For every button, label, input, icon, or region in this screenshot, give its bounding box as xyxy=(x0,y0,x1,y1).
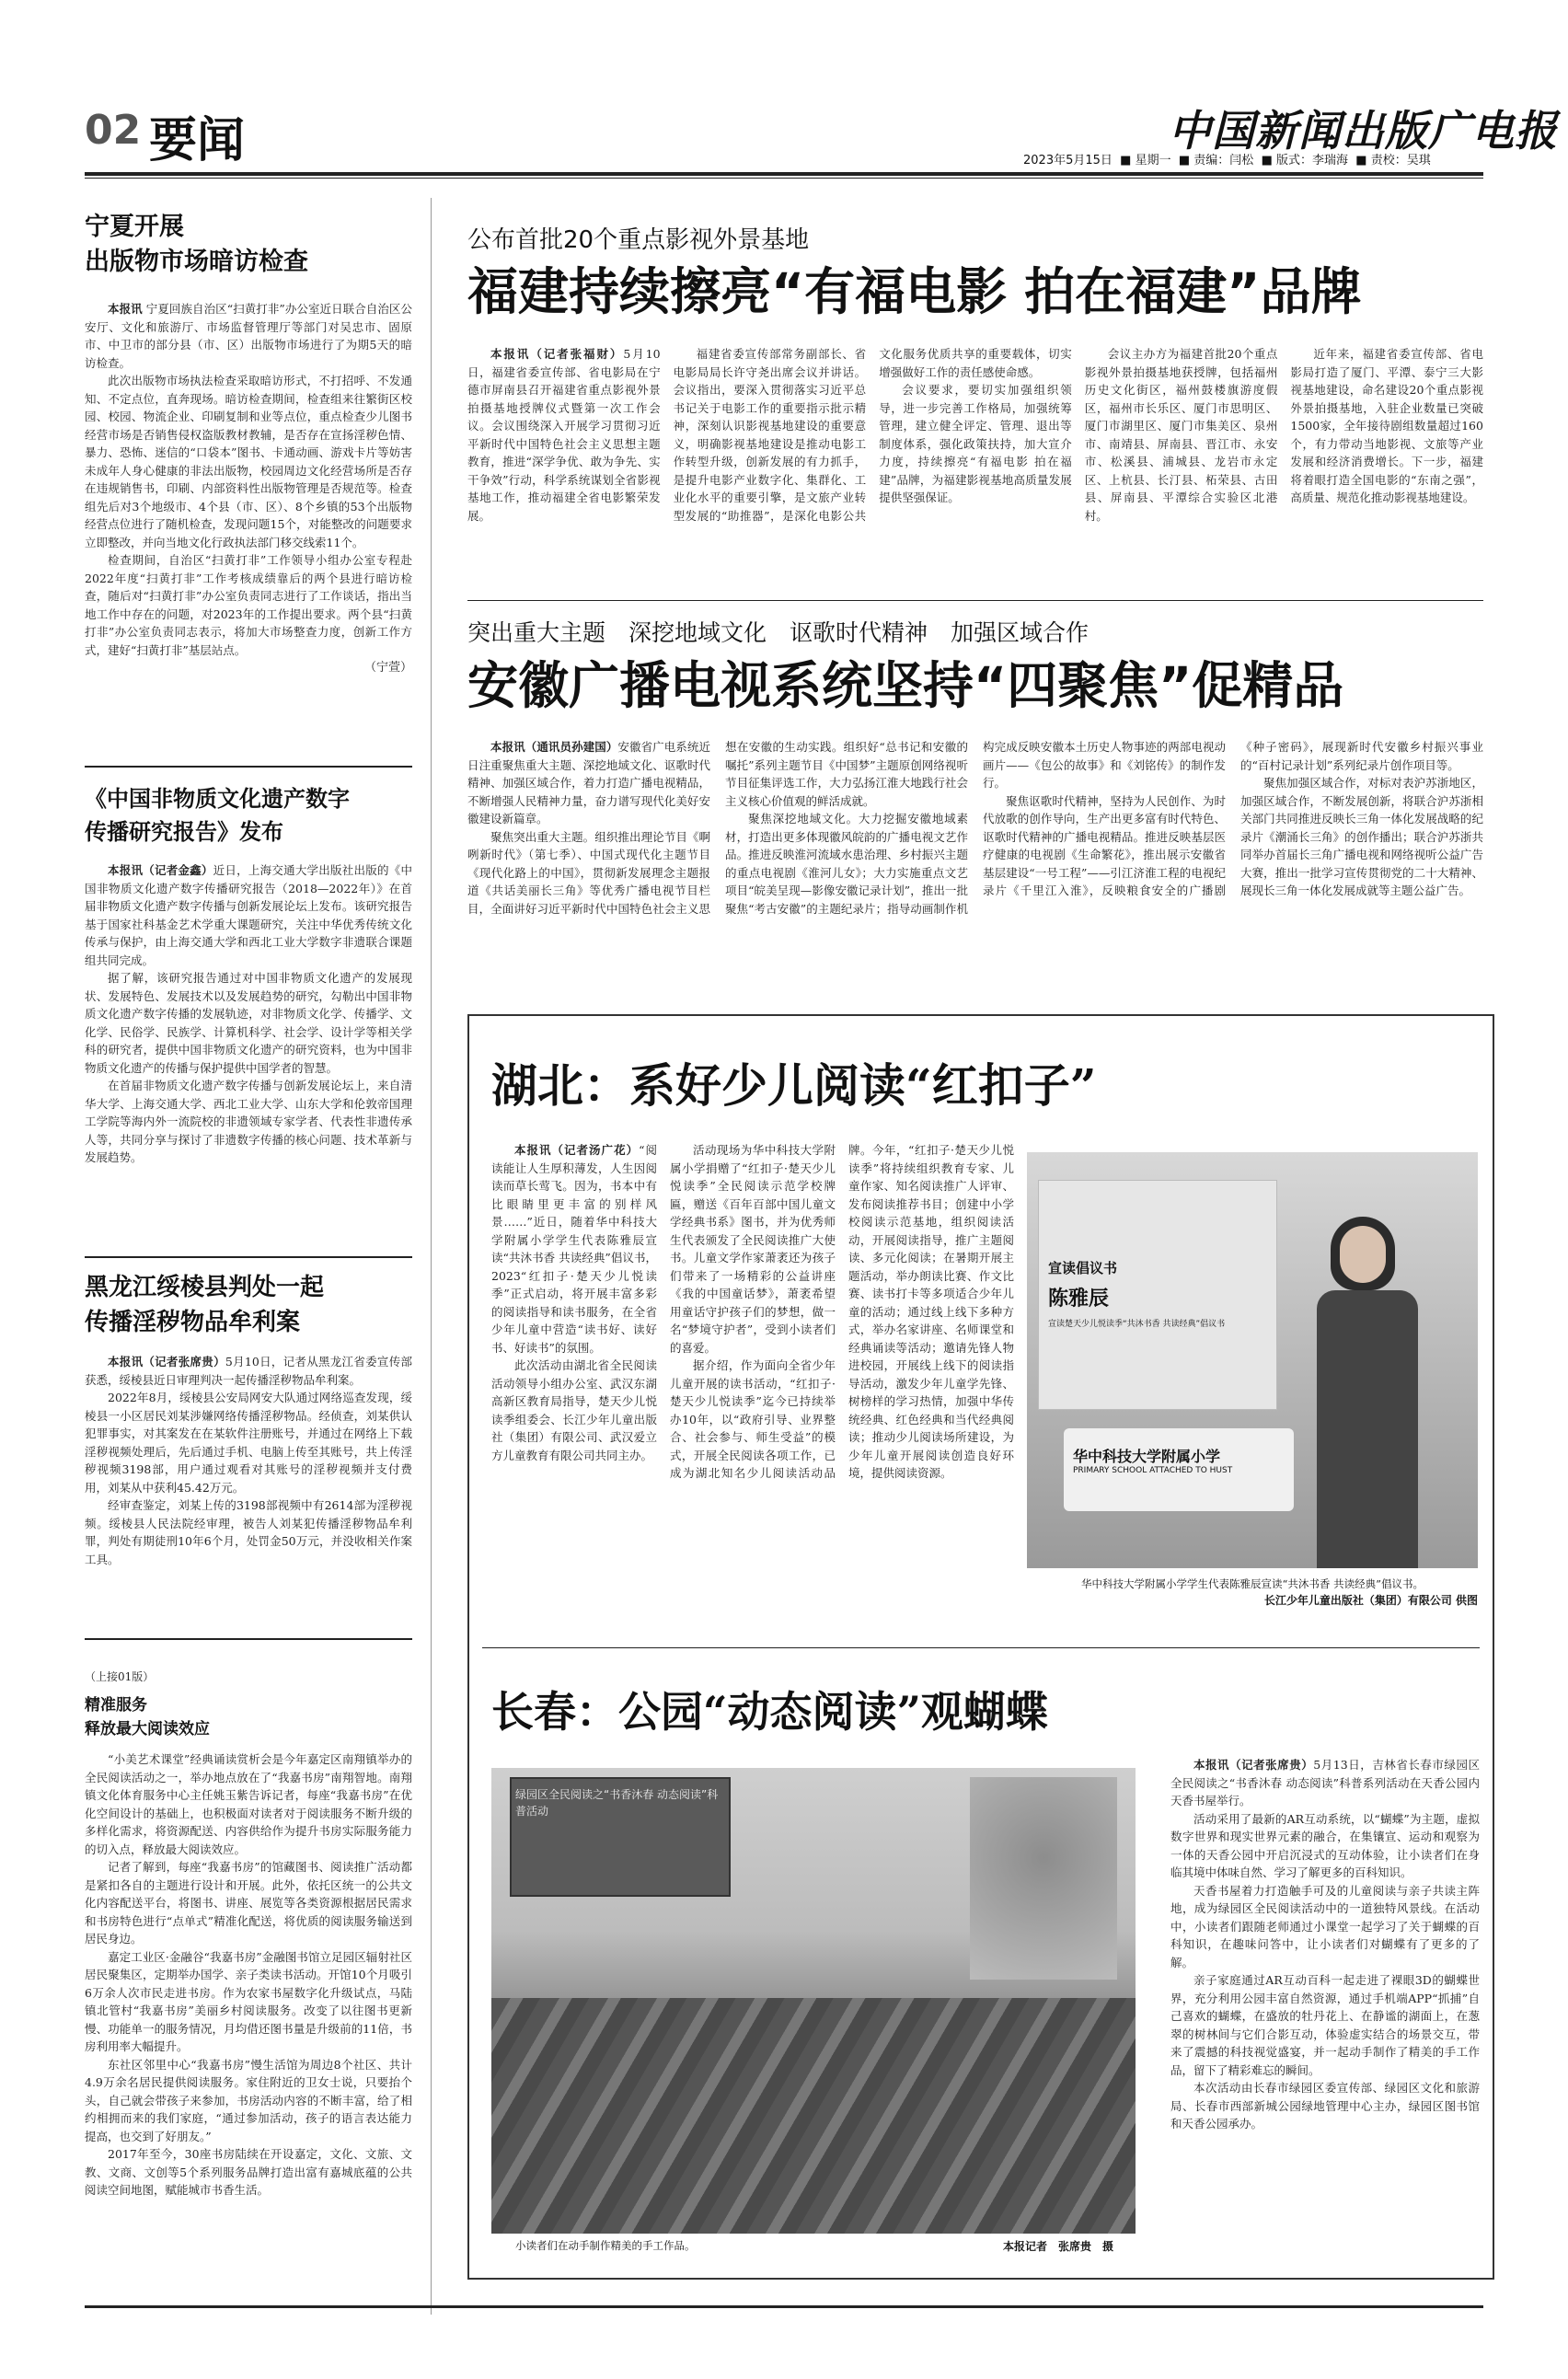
article-ningxia xyxy=(85,210,412,677)
headline: 长春：公园“动态阅读”观蝴蝶 xyxy=(491,1687,1048,1737)
editor: 责编：闫松 xyxy=(1193,154,1254,167)
weekday: 星期一 xyxy=(1135,154,1171,167)
divider xyxy=(85,1256,412,1258)
masthead: 中国新闻出版广电报 xyxy=(1169,106,1558,156)
article-body: 本报讯（记者张席贵）5月10日，记者从黑龙江省委宣传部获悉，绥棱县近日审理判决一起传播淫秽物品牟利案。 2022年8月，绥棱县公安局网安大队通过网络巡查发现，绥棱县一小区居民刘某涉嫌网络传播淫秽物品。经侦查，刘某供认犯罪事实，对其案发在在某软件注册账号，并通过在网络上下载淫秽视频处理后，先后通过手机、电脑上传至其账号，共上传淫秽视频3198部，用户通过观看对其账号的淫秽视频并支付费用，刘某从中获利45.42万元。 经审查鉴定，刘某上传的3198部视频中有2614部为淫秽视频。绥棱县人民法院经审理，被告人刘某犯传播淫秽物品牟利罪，判处有期徒刑10年6个月，处罚金50万元，并没收相关作案工具。 xyxy=(85,1355,412,1566)
article-hubei xyxy=(491,1057,1476,1115)
headline: 湖北：系好少儿阅读“红扣子” xyxy=(491,1058,1097,1113)
column-divider xyxy=(431,198,432,2315)
article-body: 本报讯（记者张福财）5月10日，福建省委宣传部、省电影局在宁德市屏南县召开福建省重点影视外景拍摄基地授牌仪式暨第一次工作会议。会议围绕深入开展学习贯彻习近平新时代中国特色社会主义思想主题教育，推进“深学争优、敢为争先、实干争效”行动，科学系统谋划全省影视基地工作，推动福建全省电影繁荣发展。 福建省委宣传部常务副部长、省电影局局长许守尧出席会议并讲话。会议指出，要深入贯彻落实习近平总书记关于电影工作的重要指示批示精神，深刻认识影视基地建设的重要意义，明确影视基地建设是推动电影工作转型升级，创新发展的有力抓手，是提升电影产业数字化、集群化、工业化水平的重要引擎，是文旅产业转型发展的“助推器”，是深化电影公共文化服务优质共享的重要载体，切实增强做好工作的责任感使命感。 会议要求，要切实加强组织领导，进一步完善工作格局，加强统筹管理，建立健全评定、管理、退出等制度体系，强化政策扶持，加大宣介力度，持续擦亮“有福电影 拍在福建”品牌，为福建影视基地高质量发展提供坚强保证。 会议主办方为福建首批20个重点影视外景拍摄基地获授牌，包括福州历史文化街区，福州鼓楼旗游度假区，福州市长乐区、厦门市思明区、厦门市湖里区、厦门市集美区、泉州市、南靖县、屏南县、晋江市、永安市、松溪县、浦城县、龙岩市永定区、上杭县、长汀县、柘荣县、古田县、屏南县、平潭综合实验区北港村。 近年来，福建省委宣传部、省电影局打造了厦门、平潭、泰宁三大影视基地建设，命名建设20个重点影视外景拍摄基地，入驻企业数量已突破1500家，全年接待剧组数量超过160个，有力带动当地影视、文旅等产业发展和经济消费增长。下一步，福建将着眼打造全国电影的“东南之强”，高质量、规范化推动影视基地建设。 xyxy=(467,347,1483,523)
article-heritage xyxy=(85,782,412,1167)
kicker: 公布首批20个重点影视外景基地 xyxy=(467,226,810,254)
subhead: 精准服务 释放最大阅读效应 xyxy=(85,1696,210,1738)
header-rule xyxy=(85,172,1483,176)
designer: 版式：李瑞海 xyxy=(1276,154,1349,167)
article-continued xyxy=(85,1668,412,2200)
podium: 华中科技大学附属小学 PRIMARY SCHOOL ATTACHED TO HUST xyxy=(1064,1428,1294,1511)
headline: 宁夏开展 出版物市场暗访检查 xyxy=(85,213,308,276)
article-changchun xyxy=(491,1684,1191,1739)
article-hubei-body: 本报讯（记者汤广花）“阅读能让人生厚积薄发，人生因阅读而草长莺飞。因为，书本中有比眼睛里更丰富的别样风景……”近日，随着华中科技大学附属小学学生代表陈雅辰宣读“共沐书香 共读经典”倡议书，2023“红扣子·楚天少儿悦读季”正式启动，将开展丰富多彩的阅读指导和读书服务，在全省少年儿童中营造“读书好、读好书、好读书”的氛围。 此次活动由湖北省全民阅读活动领导小组办公室、武汉东湖高新区教育局指导，楚天少儿悦读季组委会、长江少年儿童出版社（集团）有限公司、武汉爱立方儿童教育有限公司共同主办。 活动现场为华中科技大学附属小学捐赠了“红扣子·楚天少儿悦读季”全民阅读示范学校牌匾，赠送《百年百部中国儿童文学经典书系》图书，并为优秀师生代表颁发了全民阅读推广大使书。儿童文学作家萧袤还为孩子们带来了一场精彩的公益讲座《我的中国童话梦》，萧袤希望用童话守护孩子们的梦想，做一名“梦境守护者”，受到小读者们的喜爱。 据介绍，作为面向全省少年儿童开展的读书活动，“红扣子·楚天少儿悦读季”迄今已持续举办10年，以“政府引导、业界整合、社会参与、师生受益”的模式，开展全民阅读各项工作，已成为湖北知名少儿阅读活动品牌。今年，“红扣子·楚天少儿悦读季”将持续组织教育专家、儿童作家、知名阅读推广人评审、发布阅读推荐书目；创建中小学校阅读示范基地，组织阅读活动，开展阅读指导，推广主题阅读、多元化阅读；在暑期开展主题活动，举办朗读比赛、作文比赛、读书打卡等多项适合少年儿童的活动；通过线上线下多种方式，举办名家讲座、名师课堂和经典诵读等活动；邀请先锋人物进校园，开展线上线下的阅读指导活动，激发少年儿童学先锋、树榜样的学习热情，加强中华传统经典、红色经典和当代经典阅读；推动少儿阅读场所建设，为少年儿童开展阅读创造良好环境，提供阅读资源。 xyxy=(491,1143,1014,1480)
photo-credit: 长江少年儿童出版社（集团）有限公司 供图 xyxy=(1263,1594,1478,1607)
girl-face xyxy=(1340,1226,1386,1283)
headline: 《中国非物质文化遗产数字 传播研究报告》发布 xyxy=(85,786,350,845)
section-title: 要闻 xyxy=(149,113,246,168)
stage-board: 宣读倡议书 陈雅辰 宣读楚天少儿悦读季“共沐书香 共读经典”倡议书 xyxy=(1038,1180,1277,1410)
divider xyxy=(467,600,1483,601)
checker: 责校：吴琪 xyxy=(1370,154,1431,167)
article-anhui xyxy=(467,615,1483,974)
divider xyxy=(85,1638,412,1640)
article-fujian xyxy=(467,221,1483,562)
footer-rule xyxy=(85,2305,1483,2308)
continued-note: （上接01版） xyxy=(85,1670,155,1683)
photo-girl-reading xyxy=(1027,1152,1478,1568)
headline: 福建持续擦亮“有福电影 拍在福建”品牌 xyxy=(467,262,1362,321)
article-body: “小美艺术课堂”经典诵读赏析会是今年嘉定区南翔镇举办的全民阅读活动之一，举办地点放在了“我嘉书房”南翔智地。南翔镇文化体育服务中心主任姚玉紫告诉记者，每座“我嘉书房”在优化空间设计的基础上，也积极面对读者对于阅读服务不断升级的多样化需求，将资源配送、内容供给作为提升书房实际服务能力的切入点，释放最大阅读效应。 记者了解到，每座“我嘉书房”的馆藏图书、阅读推广活动都是紧扣各自的主题进行设计和开展。此外，依托区统一的公共文化内容配送平台，将图书、讲座、展览等各类资源根据居民需求和书房特色进行“点单式”精准化配送，将优质的阅读服务输送到居民身边。 嘉定工业区·金融谷“我嘉书房”金融图书馆立足园区辐射社区居民聚集区，定期举办国学、亲子类读书活动。开馆10个月吸引6万余人次市民走进书房。作为农家书屋数字化升级试点，马陆镇北管村“我嘉书房”美丽乡村阅读服务。改变了以往图书更新慢、功能单一的服务情况，月均借还图书量是升级前的11倍，书房利用率大幅提升。 东社区邻里中心“我嘉书房”慢生活馆为周边8个社区、共计4.9万余名居民提供阅读服务。家住附近的卫女士说，只要抬个头，自己就会带孩子来参加，书房活动内容的不断丰富，给了相约相拥而来的我们家庭，“通过参加活动，孩子的语言表达能力提高，也交到了好朋友。” 2017年至今，30座书房陆续在开设嘉定，文化、文旅、文教、文商、文创等5个系列服务品牌打造出富有嘉城底蕴的公共阅读空间地图，赋能城市书香生活。 xyxy=(85,1752,412,2197)
headline: 安徽广播电视系统坚持“四聚焦”促精品 xyxy=(467,656,1344,715)
photo-credit: 本报记者 张席贵 摄 xyxy=(1003,2240,1114,2253)
page-number: 02 xyxy=(85,107,142,154)
header-info: 2023年5月15日 ■ 星期一 ■ 责编：闫松 ■ 版式：李瑞海 ■ 责校：吴琪 xyxy=(1023,154,1431,167)
article-body: 本报讯（记者金鑫）近日，上海交通大学出版社出版的《中国非物质文化遗产数字传播研究报告（2018—2022年）》在首届非物质文化遗产数字传播与创新发展论坛上发布。该研究报告基于国家社科基金艺术学重大课题研究，关注中华优秀传统文化传承与保护，由上海交通大学和西北工业大学数字非遗联合课题组共同完成。 据了解，该研究报告通过对中国非物质文化遗产的发展现状、发展特色、发展技术以及发展趋势的研究，勾勒出中国非物质文化遗产数字传播的发展轨迹，对非物质文化学、传播学、文化学、民俗学、民族学、计算机科学、社会学、设计学等相关学科的研究者，提供中国非物质文化遗产的研究资料，也为中国非物质文化遗产的传播与保护提供中国学者的智慧。 在首届非物质文化遗产数字传播与创新发展论坛上，来自清华大学、上海交通大学、西北工业大学、山东大学和伦敦帝国理工学院等海内外一流院校的非遗领域专家学者、代表性非遗传承人等，共同分享与探讨了非遗数字传播的核心问题、技术革新与发展趋势。 xyxy=(85,863,412,1164)
photo-caption: 华中科技大学附属小学学生代表陈雅辰宣读“共沐书香 共读经典”倡议书。 xyxy=(1081,1577,1424,1590)
kicker: 突出重大主题 深挖地域文化 讴歌时代精神 加强区域合作 xyxy=(467,619,1090,646)
article-heilongjiang xyxy=(85,1270,412,1568)
article-changchun-body: 本报讯（记者张席贵）5月13日，吉林省长春市绿园区全民阅读之“书香沐春 动态阅读”科普系列活动在天香公园内天香书屋举行。 活动采用了最新的AR互动系统，以“蝴蝶”为主题，虚拟数字世界和现实世界元素的融合，在集镶宣、运动和观察为一体的天香公园中开启沉浸式的互动体验，让小读者们在身临其境中体味自然、学习了解更多的百科知识。 天香书屋着力打造触手可及的儿童阅读与亲子共读主阵地，成为绿园区全民阅读活动中的一道独特风景线。在活动中，小读者们跟随老师通过小课堂一起学习了关于蝴蝶的百科知识，在趣味问答中，让小读者们对蝴蝶有了更多的了解。 亲子家庭通过AR互动百科一起走进了裸眼3D的蝴蝶世界，充分利用公园丰富自然资源，通过手机端APP“抓捕”自己喜欢的蝴蝶，在盛放的牡丹花上、在静谧的湖面上，在葱翠的树林间与它们合影互动，体验虚实结合的场景交互，带来了震撼的科技视觉盛宴，并一起动手制作了精美的手工作品，留下了精彩难忘的瞬间。 本次活动由长春市绿园区委宣传部、绿园区文化和旅游局、长春市西部新城公园绿地管理中心主办，绿园区图书馆和天香公园承办。 xyxy=(1170,1758,1480,2131)
divider xyxy=(85,766,412,768)
date: 2023年5月15日 xyxy=(1023,154,1113,167)
photo-park-reading: 绿园区全民阅读之“书香沐春 动态阅读”科普活动 xyxy=(491,1768,1136,2234)
headline: 黑龙江绥棱县判处一起 传播淫秽物品牟利案 xyxy=(85,1274,325,1336)
article-body: 本报讯（通讯员孙建国）安徽省广电系统近日注重聚焦重大主题、深挖地域文化、讴歌时代精神、加强区域合作，着力打造广播电视精品，不断增强人民精神力量，奋力谱写现代化美好安徽建设新篇章。 聚焦突出重大主题。组织推出理论节目《啊咧新时代》（第七季）、中国式现代化主题节目《现代化路上的中国》，贯彻新发展理念主题报道《共话美丽长三角》等优秀广播电视节目栏目，全面讲好习近平新时代中国特色社会主义思想在安徽的生动实践。组织好“总书记和安徽的嘱托”系列主题节目《中国梦”主题原创网络视听节目征集评选工作，大力弘扬江淮大地践行社会主义核心价值观的鲜活成就。 聚焦深挖地域文化。大力挖掘安徽地域素材，打造出更多体现徽风皖韵的广播电视文艺作品。推进反映淮河流域水患治理、乡村振兴主题的重点电视剧《淮河儿女》；大力实施重点文艺项目“皖美呈现—影像安徽记录计划”，推出一批聚焦“考古安徽”的主题纪录片；指导动画制作机构完成反映安徽本土历史人物事迹的两部电视动画片——《包公的故事》和《刘铭传》的制作发行。 聚焦讴歌时代精神，坚持为人民创作、为时代放歌的创作导向，生产出更多富有时代特色、讴歌时代精神的广播电视精品。推进反映基层医疗健康的电视剧《生命繁花》，推出展示安徽省基层建设“一号工程”——引江济淮工程的电视纪录片《千里江入淮》，反映粮食安全的广播剧《种子密码》，展现新时代安徽乡村振兴事业的“百村记录计划”系列纪录片创作项目等。 聚焦加强区域合作，对标对表沪苏浙地区，加强区域合作，不断发展创新，将联合沪苏浙相关部门共同推进反映长三角一体化发展战略的纪录片《潮涌长三角》的创作播出；联合沪苏浙共同举办首届长三角广播电视和网络视听公益广告大赛，推出一批学习宣传贯彻党的二十大精神、展现长三角一体化发展成就等主题公益广告。 xyxy=(467,740,1483,916)
header-rule-thin xyxy=(85,178,1483,179)
girl-body xyxy=(1317,1290,1418,1568)
photo-caption: 小读者们在动手制作精美的手工作品。 xyxy=(515,2239,696,2252)
children-group xyxy=(491,1998,1136,2234)
article-body: 本报讯 宁夏回族自治区“扫黄打非”办公室近日联合自治区公安厅、文化和旅游厅、市场监督管理厅等部门对吴忠市、固原市、中卫市的部分县（市、区）出版物市场进行了为期5天的暗访检查。 此次出版物市场执法检查采取暗访形式，不打招呼、不发通知、不定点位，直奔现场。暗访检查期间，检查组来往繁街区校园、校园、物流企业、印刷复制和业等点位，重点检查少儿图书经营市场是否销售侵权盗版教材教辅，是否存在宣扬淫秽色情、暴力、恐怖、迷信的“口袋本”图书、卡通动画、游戏卡片等妨害未成年人身心健康的非法出版物，校园周边文化经营场所是否存在违规销售书，印刷、内部资料性出版物管理是否规范等。检查组先后对3个地级市、4个县（市、区）、8个乡镇的53个出版物经营点位进行了随机检查，发现问题15个，对能整改的问题要求立即整改，并向当地文化行政执法部门移交线索11个。 检查期间，自治区“扫黄打非”工作领导小组办公室专程赴2022年度“扫黄打非”工作考核成绩靠后的两个县进行暗访检查，随后对“扫黄打非”办公室负责同志进行了工作谈话，指出当地工作中存在的问题，对2023年的工作提出要求。两个县“扫黄打非”办公室负责同志表示，将加大市场整查力度，创新工作方式，建好“扫黄打非”基层站点。 （宁萱） xyxy=(85,302,412,675)
divider xyxy=(482,1647,1480,1648)
trees xyxy=(970,1777,1117,1980)
